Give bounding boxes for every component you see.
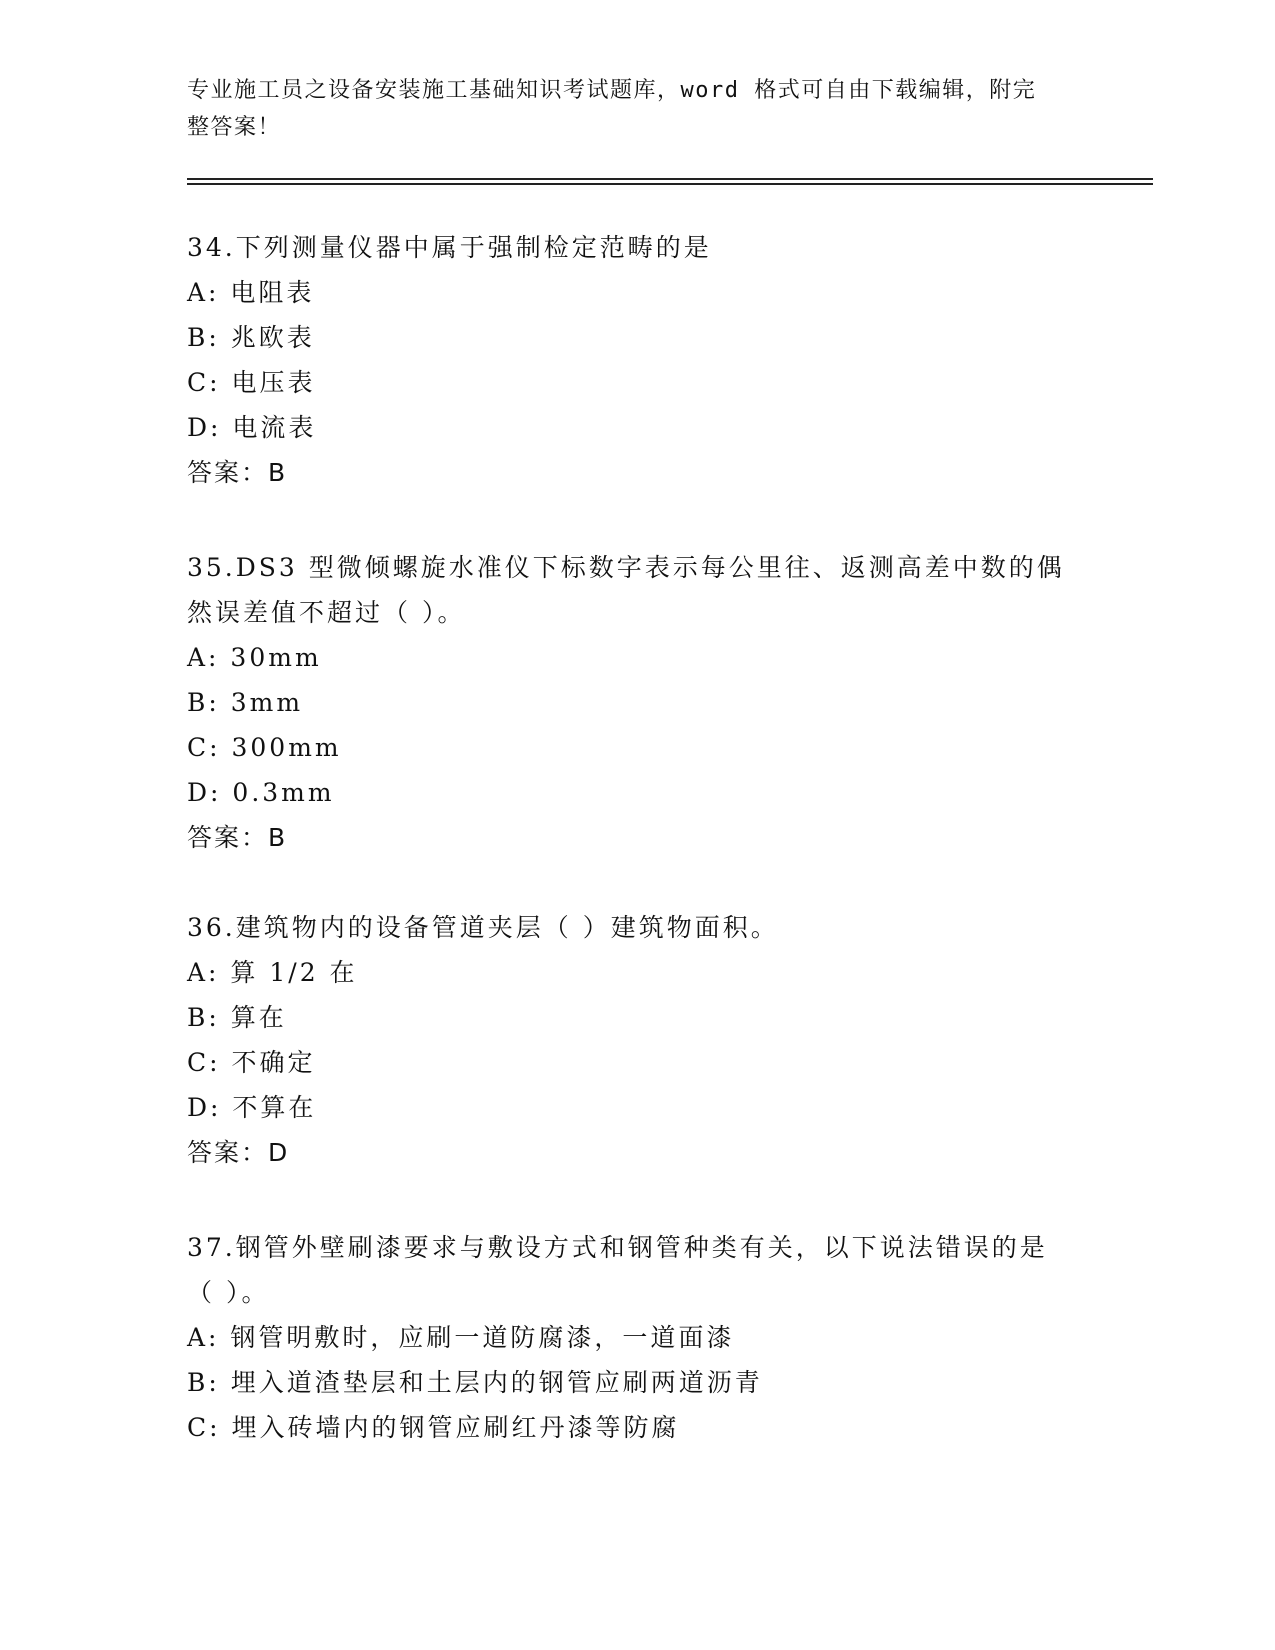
- header-line-2: 整答案！: [187, 115, 282, 140]
- question-35-stem-line-1: 35.DS3 型微倾螺旋水准仪下标数字表示每公里往、返测高差中数的偶: [187, 553, 1065, 582]
- question-36-option-c: C: 不确定: [187, 1048, 316, 1077]
- question-34-option-a: A: 电阻表: [187, 278, 315, 307]
- question-35-option-d: D: 0.3mm: [187, 778, 335, 807]
- header-divider-bottom: [187, 183, 1153, 185]
- question-35-option-c: C: 300mm: [187, 733, 342, 762]
- question-35-answer: 答案：B: [187, 823, 288, 852]
- question-34-option-c: C: 电压表: [187, 368, 316, 397]
- question-34-stem: 34.下列测量仪器中属于强制检定范畴的是: [187, 233, 712, 262]
- question-37-option-c: C: 埋入砖墙内的钢管应刷红丹漆等防腐: [187, 1413, 680, 1442]
- question-36-answer: 答案：D: [187, 1138, 290, 1167]
- question-37-option-b: B: 埋入道渣垫层和土层内的钢管应刷两道沥青: [187, 1368, 763, 1397]
- question-36-option-a: A: 算 1/2 在: [187, 958, 358, 987]
- question-35-option-a: A: 30mm: [187, 643, 322, 672]
- question-37-option-a: A: 钢管明敷时，应刷一道防腐漆，一道面漆: [187, 1323, 735, 1352]
- question-36-option-d: D: 不算在: [187, 1093, 317, 1122]
- question-35-stem-line-2: 然误差值不超过（ ）。: [187, 598, 466, 627]
- document-header: [187, 72, 1067, 146]
- question-35-option-b: B: 3mm: [187, 688, 304, 717]
- header-line-1: 专业施工员之设备安装施工基础知识考试题库，word 格式可自由下载编辑，附完: [187, 78, 1037, 103]
- header-divider-top: [187, 178, 1153, 180]
- question-34-option-b: B: 兆欧表: [187, 323, 315, 352]
- question-37-stem-line-2: （ ）。: [187, 1278, 270, 1307]
- question-36-stem: 36.建筑物内的设备管道夹层（ ）建筑物面积。: [187, 913, 779, 942]
- question-36-option-b: B: 算在: [187, 1003, 287, 1032]
- question-34-answer: 答案：B: [187, 458, 288, 487]
- question-37-stem-line-1: 37.钢管外壁刷漆要求与敷设方式和钢管种类有关，以下说法错误的是: [187, 1233, 1048, 1262]
- question-34-option-d: D: 电流表: [187, 413, 317, 442]
